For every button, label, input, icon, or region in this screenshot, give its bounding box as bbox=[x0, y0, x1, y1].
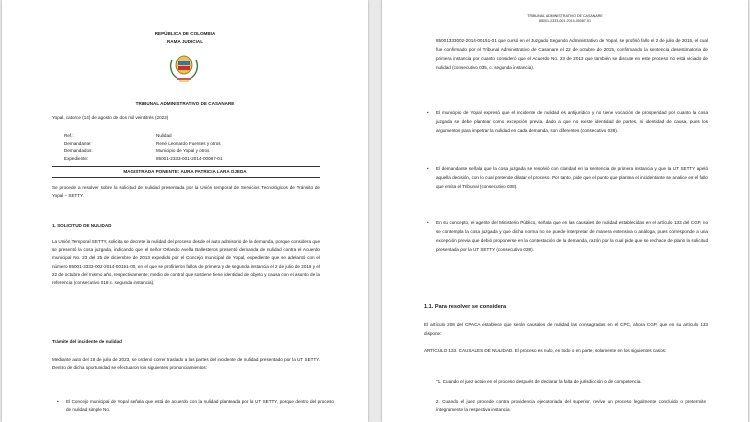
document-page-1 bbox=[2, 0, 368, 422]
intro-paragraph: Se procede a resolver sobre la solicitud de nulidad presentada por la Unión temporal de Servicios Tecnológicos de Tránsito de Yopal – SETTY. bbox=[52, 185, 320, 199]
bullet-text: • En su concepto, el agente del Ministerio Público, señala que en las causales de nulidad establecidas en el artículo 133 del CGP, no se contempla la cosa juzgada y que dicha norma no se puede interpretar de manera extensiva o análoga, pues corresponde a una excepción previa que debió proponerse en la contestación de la demanda, razón por la cual pide que se rechace de plano la solicitud presentada por la UT SETTY (consecutivo 039). bbox=[436, 220, 708, 252]
divider-bottom bbox=[52, 177, 320, 178]
bullet-text: • El Concejo municipal de Yopal señala que está de acuerdo con la nulidad planteada por la UT SETTY, porque dentro del proceso de nulidad simple No. bbox=[66, 399, 334, 412]
ref-row-type bbox=[64, 132, 286, 140]
ref-label: Demandante: bbox=[64, 140, 92, 146]
section-1-title: 1. SOLICITUD DE NULIDAD bbox=[52, 223, 112, 228]
article-133-text: ARTÍCULO 133. CAUSALES DE NULIDAD. El proceso es nulo, en todo o en parte, solamente en los siguientes casos: bbox=[424, 348, 667, 353]
ref-label: Expediente: bbox=[64, 155, 89, 161]
article-item-1: "1. Cuando el juez actúe en el proceso después de declarar la falta de jurisdicción o de competencia. bbox=[436, 379, 642, 384]
subsection-text: Mediante auto del 18 de julio de 2023, se ordenó correr traslado a las partes del incidente de nulidad presentado por la UT SETTY. Dentro de dicha oportunidad se efectuaron los siguientes pronunciamientos: bbox=[52, 357, 320, 371]
reference-table bbox=[64, 132, 286, 162]
date-line: Yopal, catorce (14) de agosto de dos mil veintitrés (2023) bbox=[52, 115, 169, 120]
ref-row-defendants bbox=[64, 147, 286, 155]
ref-label: Demandados: bbox=[64, 148, 93, 154]
coat-of-arms-logo bbox=[167, 52, 201, 86]
ref-label: Ref.: bbox=[64, 133, 74, 138]
document-page-2 bbox=[382, 0, 748, 422]
bullet-text: • El municipio de Yopal expresó que el incidente de nulidad es antijurídico y no tiene vocación de prosperidad por cuanto la cosa juzgada se debe plantear como excepción previa, dado a que no existe identidad de partes, ni identidad de causa, pues los argumentos para impetrar la nulidad en cada demanda, son diferentes (consecutivo 036). bbox=[436, 110, 708, 133]
bullet-text: • El demandante señala que la cosa juzgada se resolvió con claridad en la sentencia de primera instancia y que la UT SETTY apeló aquella decisión, con lo cual pretende dilatar el proceso. Por tanto, pide que el punto que plantea el incidentante se analice en el fallo que emita el Tribunal (consecutivo 038). bbox=[436, 166, 708, 189]
bullet-item bbox=[52, 398, 334, 414]
ref-value: Nulidad bbox=[156, 133, 172, 138]
ref-value: 85001-2333-001-2014-00087-01 bbox=[156, 155, 223, 161]
running-header-file: 85001-2333-001-2014-00087-01 bbox=[539, 19, 591, 23]
ref-row-file bbox=[64, 155, 286, 163]
section-title-resolve: 1.1. Para resolver se considera bbox=[424, 304, 507, 310]
divider-top bbox=[52, 166, 320, 167]
subsection-title: Trámite del incidente de nulidad bbox=[52, 339, 122, 344]
ref-value: Municipio de Yopal y otros bbox=[156, 148, 210, 154]
branch-heading: RAMA JUDICIAL bbox=[166, 39, 204, 44]
country-heading: REPÚBLICA DE COLOMBIA bbox=[154, 31, 216, 36]
running-header-court: TRIBUNAL ADMINISTRATIVO DE CASANARE bbox=[527, 14, 603, 18]
section-1-text: La Unión Temporal SETTY, solicita se decrete la nulidad del proceso desde el auto admisorio de la demanda, porque considera que se presentó la cosa juzgada, indicando que el señor Orlando Avella Ballesteros presentó demanda de nulidad contra el Acuerdo municipal No. 23 del 25 de diciembre de 2013 expedido por el Concejo municipal de Yopal, expediente que se adelantó con el número 85001-3333-002-2014-00151-00, en el que se profirieron fallos de primera y de segunda instancia el 2 de julio de 2015 y el 22 de octubre del mismo año, respectivamente; medio de control que sostiene tiene identidad de objeto y causa con el asunto de la referencia (consecutivo 018.c. segunda instancia). bbox=[52, 239, 320, 286]
court-heading: TRIBUNAL ADMINISTRATIVO DE CASANARE bbox=[135, 101, 235, 106]
bullet-item-municipality bbox=[436, 108, 708, 135]
continuation-text: 85001333002-2014-00151-01 que cursó en el Juzgado Segundo Administrativo de Yopal, se profirió fallo el 2 de julio de 2015, el cual fue confirmado por el Tribunal Administrativo de Casanare el 22 de octubre de 2015, confirmando la sentencia desestimatoria de primera instancia por cuanto consideró que el Acuerdo No. 23 de 2013 que también se discute en este proceso no está viciado de nulidad (consecutivo 035, c. segunda instancia). bbox=[436, 38, 708, 70]
ref-value: René Leonardo Fuentes y otros bbox=[156, 140, 221, 146]
magistrate-line: MAGISTRADA PONENTE: AURA PATRICIA LARA OJEDA bbox=[123, 169, 247, 174]
section-text-resolve: El artículo 208 del CPACA establece que serán causales de nulidad las consagradas en el CPC, ahora CGP, que en su artículo 133 dispone: bbox=[424, 322, 708, 336]
bullet-item-plaintiff bbox=[436, 164, 708, 191]
ref-row-plaintiff bbox=[64, 140, 286, 148]
bullet-item-public-ministry bbox=[436, 218, 708, 254]
article-item-2: 2. Cuando el juez procede contra providencia ejecutoriada del superior, revive un proceso legalmente concluido o pretermite íntegramente la respectiva instancia. bbox=[436, 399, 706, 412]
